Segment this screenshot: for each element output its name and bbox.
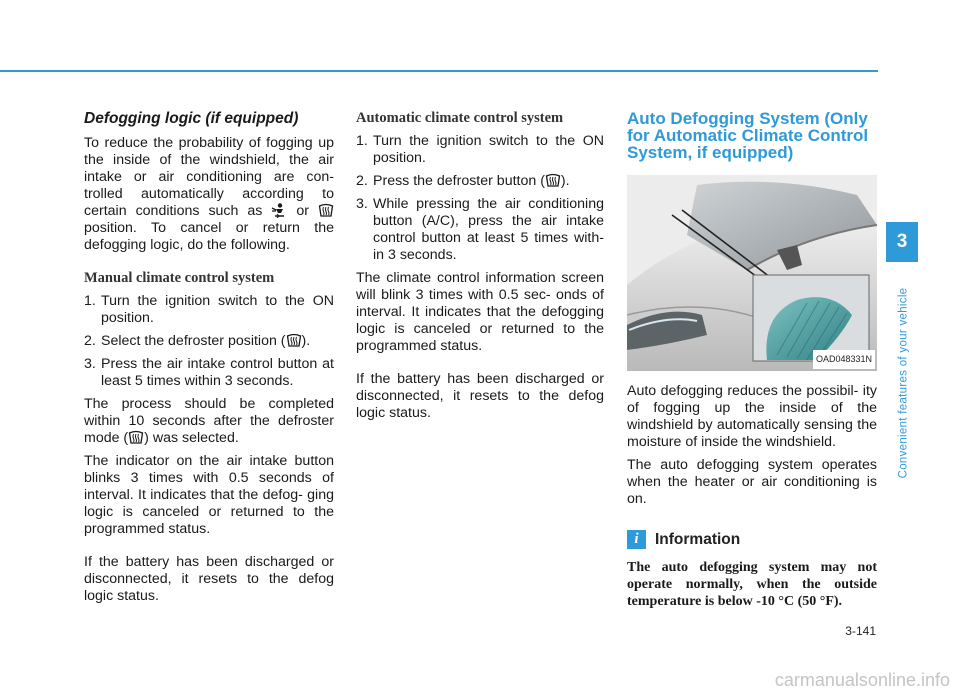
indicator-paragraph: The indicator on the air intake button blinks 3 times with 0.5 seconds of interval. It indicates that the defog- ging logic is canceled or returned to the programmed status.	[84, 453, 334, 537]
list-item	[84, 333, 334, 350]
figure-code: OAD048331N	[813, 350, 875, 369]
defogging-logic-heading: Defogging logic (if equipped)	[84, 110, 299, 127]
intro-or: or	[296, 203, 310, 219]
step-text: Turn the ignition switch to the ON position.	[373, 133, 604, 166]
step-text: Turn the ignition switch to the ON position.	[101, 293, 334, 326]
watermark: carmanualsonline.info	[774, 670, 950, 690]
chapter-title-text: Convenient features of your vehicle	[897, 287, 909, 478]
auto-steps-list	[356, 133, 604, 264]
intro-text-b: position. To cancel or return the defogging logic, do the following.	[84, 220, 334, 253]
column-auto-defogging	[627, 110, 877, 616]
auto-defog-paragraph: Auto defogging reduces the possibil- ity of fogging up the inside of the windshield by automatically sensing the moisture of inside the windshield.	[627, 383, 877, 450]
manual-steps-list	[84, 293, 334, 390]
battery-paragraph: If the battery has been discharged or disconnected, it resets to the defog logic status.	[84, 554, 334, 604]
information-label: Information	[655, 531, 741, 548]
step-text: While pressing the air conditioning button (A/C), press the air intake control button at least 5 times with- in 3 seconds.	[373, 196, 604, 263]
list-item	[84, 293, 334, 327]
battery-paragraph: If the battery has been discharged or disconnected, it resets to the defog logic status.	[356, 371, 604, 421]
intro-text-a: To reduce the probability of fogging up the inside of the windshield, the air intake or air conditioning are con- trolled automatically according to certain conditions such as	[84, 135, 334, 219]
defrost-icon	[318, 203, 334, 218]
chapter-title	[893, 270, 913, 495]
header-rule	[0, 70, 878, 72]
column-automatic-climate	[356, 110, 604, 428]
defrost-icon	[286, 333, 302, 348]
auto-climate-heading: Automatic climate control system	[356, 110, 564, 126]
information-header	[627, 530, 877, 549]
step-text	[373, 173, 604, 190]
defogging-intro	[84, 135, 334, 254]
car-windshield-illustration	[627, 175, 877, 371]
auto-defog-operates-paragraph: The auto defogging system operates when the heater or air conditioning is on.	[627, 457, 877, 507]
auto-defog-sensor-figure	[627, 175, 877, 371]
step-text: Press the air intake control button at least 5 times within 3 seconds.	[101, 356, 334, 389]
column-defogging-logic	[84, 110, 334, 611]
step2-text-a: Press the defroster button (	[373, 173, 545, 189]
info-screen-paragraph: The climate control information screen will blink 3 times with 0.5 sec- onds of interval. It indicates that the defogging logic is canceled or returned to the programmed status.	[356, 270, 604, 354]
step2-text-b: ).	[301, 333, 311, 349]
step2-text-a: Select the defroster position (	[101, 333, 286, 349]
list-item	[356, 133, 604, 167]
process-paragraph	[84, 396, 334, 447]
vent-floor-icon	[271, 203, 287, 218]
chapter-tab: 3	[886, 222, 918, 262]
list-item	[356, 196, 604, 264]
step-number: 2.	[84, 333, 96, 349]
list-item	[84, 356, 334, 390]
step-number: 3.	[84, 356, 96, 372]
page-number: 3-141	[845, 624, 876, 638]
information-text: The auto defogging system may not operate normally, when the outside temperature is below -10 °C (50 °F).	[627, 560, 877, 609]
step2-text-b: ).	[560, 173, 570, 189]
step-text	[101, 333, 334, 350]
step-number: 1.	[356, 133, 368, 149]
information-icon: i	[627, 530, 646, 549]
defrost-icon	[128, 430, 144, 445]
process-text-a: The process should be completed within 10 seconds after the defroster mode (	[84, 396, 334, 446]
step-number: 1.	[84, 293, 96, 309]
step-number: 2.	[356, 173, 368, 189]
process-text-b: ) was selected.	[144, 430, 239, 446]
list-item	[356, 173, 604, 190]
manual-climate-heading: Manual climate control system	[84, 270, 275, 286]
auto-defogging-heading: Auto Defogging System (Only for Automatic Climate Control System, if equipped)	[627, 109, 869, 162]
step-number: 3.	[356, 196, 368, 212]
defrost-icon	[545, 173, 561, 188]
